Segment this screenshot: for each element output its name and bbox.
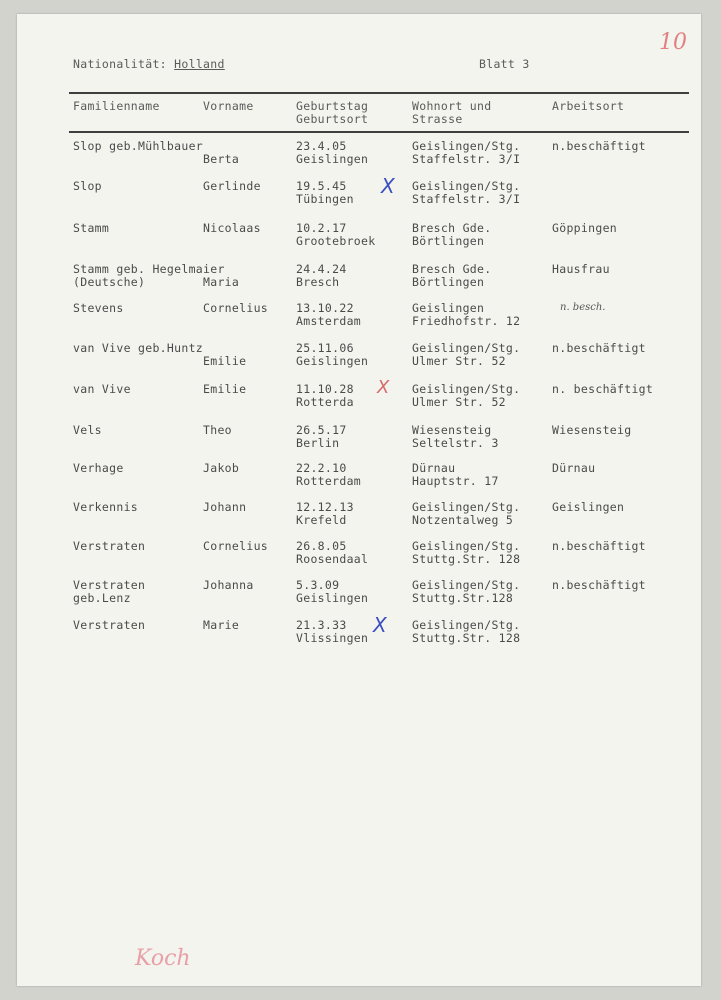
column-header: Wohnort und (412, 99, 492, 113)
cell-residence: Seltelstr. 3 (412, 436, 499, 450)
cell-residence: Geislingen/Stg. (412, 539, 521, 553)
cell-workplace: n.beschäftigt (552, 578, 646, 592)
cell-residence: Geislingen/Stg. (412, 341, 521, 355)
cell-residence: Ulmer Str. 52 (412, 395, 506, 409)
column-header: Geburtsort (296, 112, 369, 126)
cell-surname: Verstraten (73, 618, 146, 632)
cell-surname: Verstraten (73, 539, 146, 553)
cell-birth: Roosendaal (296, 552, 369, 566)
column-header: Strasse (412, 112, 463, 126)
cell-workplace: Göppingen (552, 221, 618, 235)
cell-workplace: Hausfrau (552, 262, 610, 276)
cell-birth: Berlin (296, 436, 340, 450)
cell-firstname: Johann (203, 500, 247, 514)
cell-firstname: Emilie (203, 354, 247, 368)
cell-residence: Börtlingen (412, 234, 485, 248)
check-mark: X (373, 613, 387, 637)
cell-birth: 10.2.17 (296, 221, 347, 235)
cell-surname: Slop geb.Mühlbauer (73, 139, 204, 153)
cell-surname: Verhage (73, 461, 124, 475)
cell-birth: 12.12.13 (296, 500, 354, 514)
cell-firstname: Jakob (203, 461, 240, 475)
cell-firstname: Cornelius (203, 301, 269, 315)
check-mark: X (377, 377, 390, 398)
cell-surname: Stamm geb. Hegelmaier (73, 262, 225, 276)
cell-birth: 19.5.45 (296, 179, 347, 193)
cell-residence: Geislingen/Stg. (412, 139, 521, 153)
cell-residence: Stuttg.Str.128 (412, 591, 514, 605)
cell-residence: Geislingen/Stg. (412, 500, 521, 514)
cell-firstname: Cornelius (203, 539, 269, 553)
cell-birth: Geislingen (296, 591, 369, 605)
cell-firstname: Emilie (203, 382, 247, 396)
cell-surname: geb.Lenz (73, 591, 131, 605)
cell-birth: 13.10.22 (296, 301, 354, 315)
cell-birth: 26.5.17 (296, 423, 347, 437)
header-rule-bottom (69, 131, 689, 133)
cell-birth: Tübingen (296, 192, 354, 206)
cell-residence: Dürnau (412, 461, 456, 475)
cell-residence: Geislingen/Stg. (412, 382, 521, 396)
cell-residence: Staffelstr. 3/I (412, 152, 521, 166)
cell-firstname: Maria (203, 275, 240, 289)
cell-residence: Wiesensteig (412, 423, 492, 437)
cell-birth: Grootebroek (296, 234, 376, 248)
nationality-label: Nationalität: (73, 57, 167, 71)
cell-residence: Bresch Gde. (412, 221, 492, 235)
column-header: Arbeitsort (552, 99, 625, 113)
handwritten-page-number: 10 (659, 30, 687, 55)
column-header: Geburtstag (296, 99, 369, 113)
cell-birth: Geislingen (296, 152, 369, 166)
cell-birth: 22.2.10 (296, 461, 347, 475)
cell-birth: 24.4.24 (296, 262, 347, 276)
cell-residence: Bresch Gde. (412, 262, 492, 276)
cell-surname: Slop (73, 179, 102, 193)
cell-workplace: n. beschäftigt (552, 382, 654, 396)
cell-residence: Geislingen/Stg. (412, 618, 521, 632)
column-header: Familienname (73, 99, 160, 113)
cell-firstname: Nicolaas (203, 221, 261, 235)
cell-birth: Krefeld (296, 513, 347, 527)
cell-residence: Geislingen/Stg. (412, 578, 521, 592)
cell-residence: Geislingen (412, 301, 485, 315)
cell-birth: Rotterda (296, 395, 354, 409)
nationality-line (73, 58, 225, 71)
column-header: Vorname (203, 99, 254, 113)
cell-surname: Verkennis (73, 500, 139, 514)
cell-surname: Stevens (73, 301, 124, 315)
cell-residence: Notzentalweg 5 (412, 513, 514, 527)
cell-birth: 23.4.05 (296, 139, 347, 153)
cell-birth: 26.8.05 (296, 539, 347, 553)
cell-workplace: n.beschäftigt (552, 139, 646, 153)
cell-workplace: Dürnau (552, 461, 596, 475)
cell-birth: Bresch (296, 275, 340, 289)
nationality-value: Holland (174, 57, 225, 71)
cell-birth: Geislingen (296, 354, 369, 368)
cell-surname: van Vive (73, 382, 131, 396)
check-mark: X (381, 174, 395, 198)
cell-workplace: Wiesensteig (552, 423, 632, 437)
sheet-number: Blatt 3 (479, 57, 530, 71)
cell-residence: Geislingen/Stg. (412, 179, 521, 193)
cell-surname: Stamm (73, 221, 110, 235)
cell-surname: Verstraten (73, 578, 146, 592)
cell-birth: 25.11.06 (296, 341, 354, 355)
handwritten-signature: Koch (135, 946, 191, 971)
cell-residence: Hauptstr. 17 (412, 474, 499, 488)
cell-workplace: n.beschäftigt (552, 539, 646, 553)
cell-surname: Vels (73, 423, 102, 437)
cell-residence: Börtlingen (412, 275, 485, 289)
cell-workplace: Geislingen (552, 500, 625, 514)
cell-birth: Rotterdam (296, 474, 362, 488)
cell-residence: Stuttg.Str. 128 (412, 552, 521, 566)
cell-workplace: n. besch. (560, 302, 606, 313)
cell-firstname: Johanna (203, 578, 254, 592)
cell-firstname: Theo (203, 423, 232, 437)
cell-birth: 11.10.28 (296, 382, 354, 396)
header-rule-top (69, 92, 689, 94)
cell-residence: Staffelstr. 3/I (412, 192, 521, 206)
cell-residence: Friedhofstr. 12 (412, 314, 521, 328)
cell-residence: Ulmer Str. 52 (412, 354, 506, 368)
cell-birth: 21.3.33 (296, 618, 347, 632)
cell-surname: van Vive geb.Huntz (73, 341, 204, 355)
cell-surname: (Deutsche) (73, 275, 146, 289)
document-sheet (17, 14, 701, 986)
cell-firstname: Berta (203, 152, 240, 166)
cell-workplace: n.beschäftigt (552, 341, 646, 355)
cell-residence: Stuttg.Str. 128 (412, 631, 521, 645)
cell-birth: 5.3.09 (296, 578, 340, 592)
cell-firstname: Marie (203, 618, 240, 632)
cell-firstname: Gerlinde (203, 179, 261, 193)
cell-birth: Amsterdam (296, 314, 362, 328)
cell-birth: Vlissingen (296, 631, 369, 645)
